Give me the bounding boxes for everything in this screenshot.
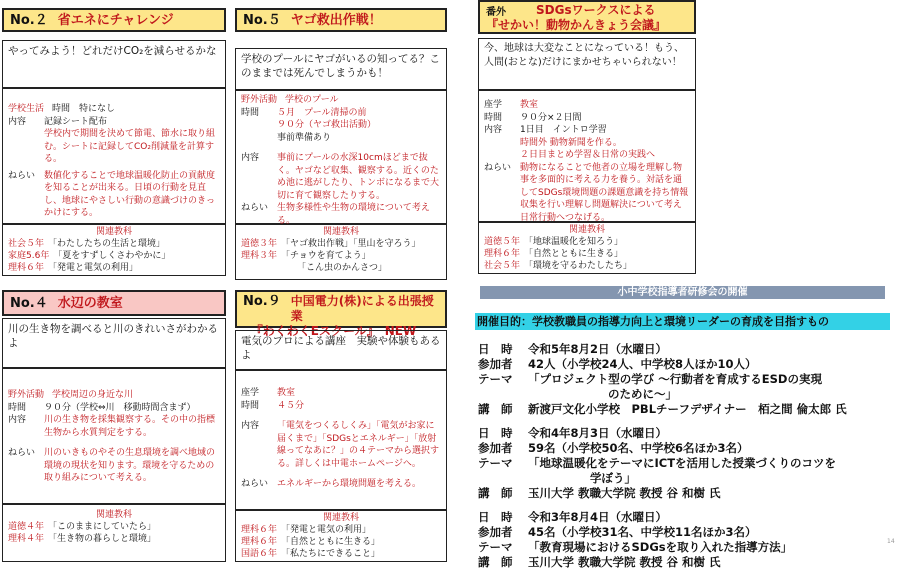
content-detail: 時間外 動物新聞を作る。 — [520, 137, 622, 148]
time-note: 事前準備あり — [277, 132, 332, 143]
content-label: 内容 — [484, 125, 503, 135]
card-no2 — [2, 8, 226, 276]
content-value: 事前にプールの水深10cmほどまで抜く。ヤゴなど収集、観察する。近くのため池に逃がしたり、トンボになるまで大切に育て観察したりする。 — [277, 153, 440, 201]
lecturer-label: 講 師 — [478, 555, 513, 569]
card-number: No.４ — [10, 295, 48, 311]
card-title-text: SDGsワークスによる 『せかい！動物かんきょう会議』 — [486, 3, 667, 32]
content-value: 川の生き物を採集観察する。その中の指標生物から水質判定をする。 — [44, 415, 216, 438]
content-label: 内容 — [241, 153, 260, 163]
class-value: 教室 — [520, 100, 539, 110]
card-body — [235, 90, 447, 224]
aim-label: ねらい — [8, 448, 36, 458]
related-item: 社会５年 「わたしたちの生活と環境」 — [8, 239, 166, 249]
session-2023 — [478, 342, 898, 417]
theme-value: 「地球温暖化をテーマにICTを活用した授業づくりのコツを — [528, 456, 837, 470]
theme-continued: 学ぼう」 — [590, 471, 636, 485]
card-number: No.２ — [10, 12, 48, 28]
date-value: 令和5年8月2日（水曜日） — [528, 342, 668, 356]
lecturer-label: 講 師 — [478, 402, 513, 416]
card-intro: やってみよう！どれだけCO₂を減らせるかな — [2, 40, 226, 88]
card-title — [235, 8, 447, 32]
date-label: 日 時 — [478, 426, 513, 440]
workshop-header: 小中学校指導者研修会の開催 — [480, 286, 885, 299]
lecturer-value: 新渡戸文化小学校 PBLチーフデザイナー 栢之間 倫太郎 氏 — [528, 402, 847, 416]
related-head: 関連教科 — [95, 510, 132, 520]
lecturer-label: 講 師 — [478, 486, 513, 500]
time-label: 時間 — [241, 400, 260, 411]
related-item: 理科４年 「生き物の暮らしと環境」 — [8, 534, 157, 544]
activity-value: 学校周辺の身近な川 — [52, 390, 134, 400]
card-body — [478, 90, 696, 222]
card-body — [2, 88, 226, 224]
aim-value: 数値化することで地球温暖化防止の貢献度を知ることが出来る。日頃の行動を見直し、地球にやさしい行動の意識づけのきっかけにする。 — [44, 170, 216, 218]
related-item: 理科６年 「発電と電気の利用」 — [8, 263, 139, 273]
related-subjects — [235, 510, 447, 562]
related-item: 理科３年 「チョウを育てよう」 — [241, 251, 371, 261]
time-label: 時間 — [8, 402, 27, 413]
time-value: 時間 特になし — [52, 104, 116, 114]
time-value: ５月 プール清掃の前 — [277, 107, 367, 118]
participants-value: 59名（小学校50名、中学校6名ほか3名） — [528, 441, 749, 455]
class-label: 座学 — [484, 100, 503, 110]
date-value: 令和4年8月3日（水曜日） — [528, 426, 668, 440]
lecturer-value: 玉川大学 教職大学院 教授 谷 和樹 氏 — [528, 555, 721, 569]
card-number: No.９ — [243, 294, 281, 309]
card-intro: 電気のプロによる講座 実験や体験もあるよ — [235, 330, 447, 370]
theme-continued: のために～」 — [608, 387, 677, 401]
related-subjects — [235, 224, 447, 280]
card-title — [2, 8, 226, 32]
card-intro: 今、地球は大変なことになっている！もう、人間(おとな)だけにまかせちゃいられない！ — [478, 38, 696, 90]
content-detail: 学校内で期間を決めて節電、節水に取り組む。シートに記録してCO₂削減量を計算する。 — [44, 129, 216, 164]
participants-value: 42人（小学校24人、中学校8人ほか10人） — [528, 357, 757, 371]
time-value: ９０分×２日間 — [520, 112, 582, 123]
aim-value: 生物多様性や生物の環境について考える。 — [277, 203, 430, 226]
related-item: 道徳４年 「このままにしていたら」 — [8, 522, 157, 532]
time-label: 時間 — [241, 107, 260, 118]
related-head: 関連教科 — [322, 513, 359, 523]
time-detail: ９０分（ヤゴ救出活動） — [277, 120, 377, 130]
workshop-sessions — [478, 342, 898, 570]
content-detail: ２日目まとめ学習＆日常の実践へ — [520, 150, 656, 160]
card-intro: 川の生き物を調べると川のきれいさがわかるよ — [2, 318, 226, 368]
aim-value: エネルギーから環境問題を考える。 — [277, 479, 422, 489]
related-item: 道徳５年 「地球温暖化を知ろう」 — [484, 237, 624, 247]
participants-value: 45名（小学校31名、中学校11名ほか3名） — [528, 525, 757, 539]
page-number: 14 — [887, 538, 895, 545]
card-title-text: 中国電力(株)による出張授業 『わくわくEスクール』 NEW — [250, 294, 434, 338]
related-head: 関連教科 — [322, 227, 359, 237]
aim-value: 川のいきものやその生息環境を調べ地域の環境の現状を知ります。環境を守るための取り組みについて考える。 — [44, 448, 216, 483]
card-body — [235, 370, 447, 510]
card-title — [2, 290, 226, 316]
related-item: 道徳３年 「ヤゴ救出作戦」「里山を守ろう」 — [241, 239, 421, 249]
theme-value: 「プロジェクト型の学び ～行動者を育成するESDの実現 — [528, 372, 822, 386]
card-sdgs — [478, 0, 696, 276]
card-no5 — [235, 8, 447, 276]
date-label: 日 時 — [478, 342, 513, 356]
theme-label: テーマ — [478, 456, 513, 470]
date-value: 令和3年8月4日（水曜日） — [528, 510, 668, 524]
class-label: 座学 — [241, 388, 260, 398]
related-subjects — [478, 222, 696, 274]
card-title-text: 水辺の教室 — [57, 295, 123, 311]
related-item: 理科６年 「発電と電気の利用」 — [241, 525, 372, 535]
content-label: 内容 — [8, 415, 27, 425]
card-no4 — [2, 290, 226, 562]
activity-value: 学校のプール — [285, 95, 339, 105]
card-body — [2, 368, 226, 504]
session-2021 — [478, 510, 898, 570]
theme-label: テーマ — [478, 540, 513, 554]
content-value: 記録シート配布 — [44, 116, 108, 127]
card-title — [235, 290, 447, 338]
lecturer-value: 玉川大学 教職大学院 教授 谷 和樹 氏 — [528, 486, 721, 500]
workshop-purpose: 開催目的：学校教職員の指導力向上と環境リーダーの育成を目指すもの — [475, 313, 890, 330]
aim-label: ねらい — [241, 479, 269, 489]
aim-label: ねらい — [8, 170, 36, 181]
related-item: 家庭5.6年 「夏をすずしくさわやかに」 — [8, 251, 171, 261]
participants-label: 参加者 — [478, 441, 513, 455]
related-item: 理科６年 「自然とともに生きる」 — [241, 537, 381, 547]
time-value: ４５分 — [277, 400, 305, 411]
time-label: 学校生活 — [8, 104, 45, 114]
related-item: 「こん虫のかんさつ」 — [297, 263, 388, 273]
time-value: ９０分（学校⇔川 移動時間含まず） — [44, 402, 196, 413]
related-item: 理科６年 「自然とともに生きる」 — [484, 249, 624, 259]
card-number: No.５ — [243, 12, 281, 28]
card-title-text: ヤゴ救出作戦！ — [290, 12, 382, 28]
card-intro: 学校のプールにヤゴがいるの知ってる？このままでは死んでしまうかも！ — [235, 48, 447, 90]
theme-value: 「教育現場におけるSDGsを取り入れた指導方法」 — [528, 540, 793, 554]
class-value: 教室 — [277, 388, 296, 398]
time-label: 時間 — [484, 112, 503, 123]
card-number: 番外 — [486, 7, 506, 18]
aim-label: ねらい — [241, 203, 269, 213]
related-subjects — [2, 504, 226, 562]
related-item: 社会５年 「環境を守るわたしたち」 — [484, 261, 633, 271]
session-2022 — [478, 426, 898, 501]
participants-label: 参加者 — [478, 525, 513, 539]
content-label: 内容 — [241, 421, 260, 431]
activity-label: 野外活動 — [8, 390, 45, 400]
aim-value: 動物になることで他者の立場を理解し物事を多面的に考える力を養う。対話を通してSDGs環境問題の課題意識を持ち情報収集を行い理解し問題解決について考え日常行動へつなげる。 — [520, 162, 689, 223]
content-value: 1日目 イントロ学習 — [520, 125, 607, 135]
activity-label: 野外活動 — [241, 95, 278, 105]
card-no9 — [235, 290, 447, 562]
card-title-text: 省エネにチャレンジ — [57, 12, 174, 28]
related-head: 関連教科 — [95, 227, 132, 237]
date-label: 日 時 — [478, 510, 513, 524]
content-label: 内容 — [8, 116, 27, 127]
related-head: 関連教科 — [568, 225, 605, 235]
content-value: 「電気をつくるしくみ」「電気がお家に届くまで」「SDGsとエネルギー」「放射線ってなあに？」の４テーマから選択する。詳しくは中電ホームページへ。 — [277, 421, 440, 469]
related-item: 国語６年 「私たちにできること」 — [241, 549, 381, 559]
card-title — [478, 0, 696, 34]
related-subjects — [2, 224, 226, 276]
theme-label: テーマ — [478, 372, 513, 386]
aim-label: ねらい — [484, 162, 512, 173]
participants-label: 参加者 — [478, 357, 513, 371]
